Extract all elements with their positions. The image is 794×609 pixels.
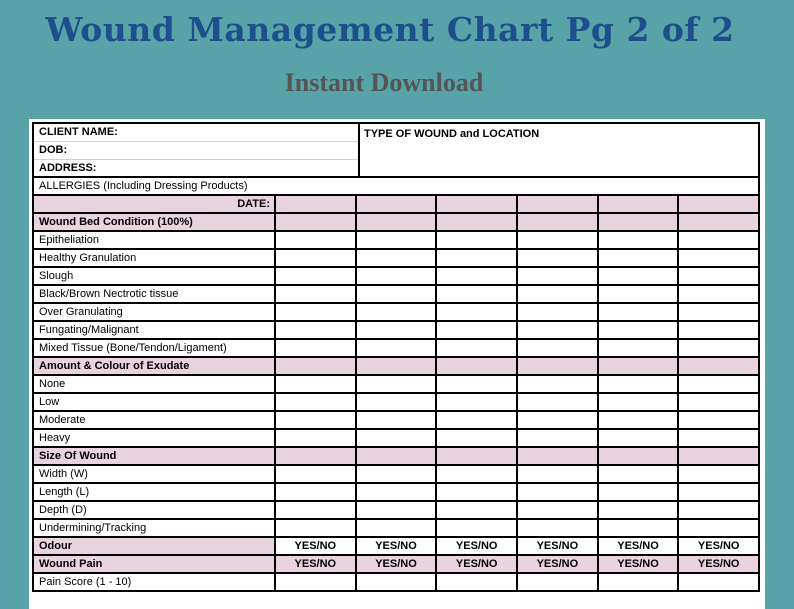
entry-cell[interactable] xyxy=(679,448,760,464)
entry-cell[interactable] xyxy=(518,448,599,464)
date-cell[interactable] xyxy=(679,196,760,212)
entry-cell[interactable] xyxy=(679,358,760,374)
entry-cell[interactable] xyxy=(518,466,599,482)
entry-cell[interactable] xyxy=(518,502,599,518)
entry-cell[interactable] xyxy=(437,502,518,518)
table-row xyxy=(34,232,760,250)
entry-cell[interactable] xyxy=(357,268,438,284)
entry-cell[interactable] xyxy=(437,448,518,464)
entry-cell[interactable] xyxy=(599,574,680,590)
entry-cell[interactable] xyxy=(437,520,518,536)
row-label: Undermining/Tracking xyxy=(34,520,276,536)
entry-cell[interactable] xyxy=(437,394,518,410)
row-label: None xyxy=(34,376,276,392)
entry-cell[interactable] xyxy=(518,430,599,446)
entry-cell[interactable] xyxy=(599,412,680,428)
entry-cell[interactable] xyxy=(679,286,760,302)
row-label: Slough xyxy=(34,268,276,284)
entry-cell[interactable] xyxy=(357,232,438,248)
entry-cell[interactable]: YES/NO xyxy=(599,538,680,554)
date-row xyxy=(34,196,760,214)
entry-cell[interactable] xyxy=(276,376,357,392)
row-label: Over Granulating xyxy=(34,304,276,320)
table-row xyxy=(34,484,760,502)
entry-cell[interactable] xyxy=(599,214,680,230)
entry-cell[interactable] xyxy=(437,466,518,482)
entry-cell[interactable] xyxy=(518,376,599,392)
entry-cell[interactable] xyxy=(679,376,760,392)
date-cell[interactable] xyxy=(599,196,680,212)
entry-cell[interactable] xyxy=(679,574,760,590)
entry-cell[interactable]: YES/NO xyxy=(599,556,680,572)
row-label: Depth (D) xyxy=(34,502,276,518)
table-row xyxy=(34,520,760,538)
entry-cell[interactable] xyxy=(679,322,760,338)
entry-cell[interactable] xyxy=(357,520,438,536)
entry-cell[interactable] xyxy=(357,448,438,464)
entry-cell[interactable] xyxy=(518,574,599,590)
entry-cell[interactable] xyxy=(437,376,518,392)
row-label: Epitheliation xyxy=(34,232,276,248)
entry-cell[interactable] xyxy=(357,358,438,374)
entry-cell[interactable] xyxy=(276,304,357,320)
entry-cell[interactable] xyxy=(518,358,599,374)
wound-chart-table xyxy=(32,122,760,592)
entry-cell[interactable] xyxy=(437,412,518,428)
table-row xyxy=(34,574,760,592)
entry-cell[interactable] xyxy=(276,322,357,338)
entry-cell[interactable]: YES/NO xyxy=(357,556,438,572)
entry-cell[interactable] xyxy=(276,286,357,302)
entry-cell[interactable] xyxy=(518,484,599,500)
entry-cell[interactable] xyxy=(276,412,357,428)
table-row xyxy=(34,556,760,574)
section-heading: Wound Bed Condition (100%) xyxy=(34,214,276,230)
entry-cell[interactable] xyxy=(437,340,518,356)
entry-cell[interactable] xyxy=(437,430,518,446)
table-row xyxy=(34,322,760,340)
section-row xyxy=(34,358,760,376)
entry-cell[interactable] xyxy=(276,340,357,356)
entry-cell[interactable] xyxy=(518,250,599,266)
date-cell[interactable] xyxy=(437,196,518,212)
entry-cell[interactable] xyxy=(437,574,518,590)
entry-cell[interactable] xyxy=(276,520,357,536)
entry-cell[interactable] xyxy=(276,268,357,284)
entry-cell[interactable] xyxy=(518,520,599,536)
entry-cell[interactable] xyxy=(679,232,760,248)
entry-cell[interactable] xyxy=(599,520,680,536)
entry-cell[interactable] xyxy=(357,286,438,302)
entry-cell[interactable] xyxy=(276,232,357,248)
row-label: Wound Pain xyxy=(34,556,276,572)
entry-cell[interactable] xyxy=(357,394,438,410)
entry-cell[interactable] xyxy=(276,250,357,266)
entry-cell[interactable] xyxy=(437,484,518,500)
table-row xyxy=(34,466,760,484)
entry-cell[interactable] xyxy=(679,430,760,446)
page-title: Wound Management Chart Pg 2 of 2 xyxy=(45,10,735,49)
entry-cell[interactable] xyxy=(679,412,760,428)
table-row xyxy=(34,502,760,520)
section-row xyxy=(34,214,760,232)
entry-cell[interactable] xyxy=(679,214,760,230)
entry-cell[interactable] xyxy=(276,358,357,374)
entry-cell[interactable] xyxy=(276,430,357,446)
entry-cell[interactable] xyxy=(679,304,760,320)
table-row xyxy=(34,412,760,430)
entry-cell[interactable] xyxy=(357,322,438,338)
entry-cell[interactable] xyxy=(599,304,680,320)
entry-cell[interactable] xyxy=(599,502,680,518)
table-row xyxy=(34,250,760,268)
table-row xyxy=(34,268,760,286)
entry-cell[interactable] xyxy=(599,322,680,338)
entry-cell[interactable] xyxy=(518,394,599,410)
date-label: DATE: xyxy=(34,196,276,212)
entry-cell[interactable] xyxy=(518,304,599,320)
entry-cell[interactable] xyxy=(357,502,438,518)
entry-cell[interactable]: YES/NO xyxy=(679,556,760,572)
table-row xyxy=(34,430,760,448)
entry-cell[interactable] xyxy=(437,268,518,284)
row-label: Length (L) xyxy=(34,484,276,500)
entry-cell[interactable] xyxy=(437,358,518,374)
entry-cell[interactable] xyxy=(518,322,599,338)
entry-cell[interactable] xyxy=(599,430,680,446)
entry-cell[interactable] xyxy=(599,268,680,284)
entry-cell[interactable]: YES/NO xyxy=(357,538,438,554)
section-heading: Amount & Colour of Exudate xyxy=(34,358,276,374)
entry-cell[interactable] xyxy=(357,466,438,482)
table-row xyxy=(34,394,760,412)
entry-cell[interactable] xyxy=(518,412,599,428)
dob-field[interactable]: DOB: xyxy=(34,142,358,160)
entry-cell[interactable] xyxy=(599,484,680,500)
entry-cell[interactable] xyxy=(437,286,518,302)
section-row xyxy=(34,448,760,466)
entry-cell[interactable] xyxy=(276,394,357,410)
address-field[interactable]: ADDRESS: xyxy=(39,162,97,174)
row-label: Fungating/Malignant xyxy=(34,322,276,338)
entry-cell[interactable] xyxy=(437,214,518,230)
entry-cell[interactable] xyxy=(437,322,518,338)
section-heading: Size Of Wound xyxy=(34,448,276,464)
entry-cell[interactable]: YES/NO xyxy=(276,556,357,572)
entry-cell[interactable]: YES/NO xyxy=(518,556,599,572)
entry-cell[interactable] xyxy=(518,286,599,302)
entry-cell[interactable] xyxy=(599,466,680,482)
entry-cell[interactable] xyxy=(276,484,357,500)
table-row xyxy=(34,286,760,304)
table-row xyxy=(34,340,760,358)
date-cell[interactable] xyxy=(357,196,438,212)
entry-cell[interactable] xyxy=(357,340,438,356)
entry-cell[interactable] xyxy=(599,394,680,410)
entry-cell[interactable] xyxy=(276,214,357,230)
entry-cell[interactable] xyxy=(437,304,518,320)
entry-cell[interactable] xyxy=(679,484,760,500)
entry-cell[interactable] xyxy=(518,232,599,248)
entry-cell[interactable] xyxy=(357,214,438,230)
entry-cell[interactable] xyxy=(437,250,518,266)
entry-cell[interactable]: YES/NO xyxy=(518,538,599,554)
entry-cell[interactable] xyxy=(276,466,357,482)
date-cell[interactable] xyxy=(276,196,357,212)
row-label: Black/Brown Nectrotic tissue xyxy=(34,286,276,302)
entry-cell[interactable] xyxy=(679,268,760,284)
entry-cell[interactable] xyxy=(437,232,518,248)
table-row xyxy=(34,538,760,556)
date-cell[interactable] xyxy=(518,196,599,212)
page-subtitle: Instant Download xyxy=(284,68,484,97)
entry-cell[interactable] xyxy=(276,502,357,518)
entry-cell[interactable] xyxy=(518,340,599,356)
entry-cell[interactable] xyxy=(276,448,357,464)
row-label: Width (W) xyxy=(34,466,276,482)
row-label: Pain Score (1 - 10) xyxy=(34,574,276,590)
row-label: Healthy Granulation xyxy=(34,250,276,266)
entry-cell[interactable]: YES/NO xyxy=(679,538,760,554)
allergies-label: ALLERGIES (Including Dressing Products) xyxy=(39,180,248,192)
table-row xyxy=(34,304,760,322)
entry-cell[interactable] xyxy=(357,376,438,392)
row-label: Low xyxy=(34,394,276,410)
entry-cell[interactable] xyxy=(679,466,760,482)
entry-cell[interactable] xyxy=(679,394,760,410)
entry-cell[interactable] xyxy=(679,520,760,536)
entry-cell[interactable]: YES/NO xyxy=(437,556,518,572)
entry-cell[interactable] xyxy=(357,430,438,446)
entry-cell[interactable] xyxy=(679,250,760,266)
entry-cell[interactable] xyxy=(679,340,760,356)
entry-cell[interactable] xyxy=(357,412,438,428)
entry-cell[interactable] xyxy=(357,484,438,500)
entry-cell[interactable] xyxy=(357,250,438,266)
chart-header xyxy=(34,124,760,178)
wound-type-field[interactable]: TYPE OF WOUND and LOCATION xyxy=(364,128,540,140)
row-label: Odour xyxy=(34,538,276,554)
entry-cell[interactable] xyxy=(518,214,599,230)
client-details xyxy=(34,124,360,176)
client-name-field[interactable]: CLIENT NAME: xyxy=(34,124,358,142)
entry-cell[interactable] xyxy=(679,502,760,518)
entry-cell[interactable]: YES/NO xyxy=(437,538,518,554)
entry-cell[interactable] xyxy=(276,574,357,590)
entry-cell[interactable] xyxy=(357,574,438,590)
entry-cell[interactable] xyxy=(599,448,680,464)
entry-cell[interactable] xyxy=(518,268,599,284)
table-row xyxy=(34,376,760,394)
chart-sheet xyxy=(29,119,765,609)
entry-cell[interactable]: YES/NO xyxy=(276,538,357,554)
row-label: Heavy xyxy=(34,430,276,446)
entry-cell[interactable] xyxy=(599,340,680,356)
row-label: Moderate xyxy=(34,412,276,428)
allergies-row[interactable] xyxy=(34,178,760,196)
entry-cell[interactable] xyxy=(599,232,680,248)
entry-cell[interactable] xyxy=(357,304,438,320)
entry-cell[interactable] xyxy=(599,250,680,266)
entry-cell[interactable] xyxy=(599,376,680,392)
row-label: Mixed Tissue (Bone/Tendon/Ligament) xyxy=(34,340,276,356)
entry-cell[interactable] xyxy=(599,358,680,374)
entry-cell[interactable] xyxy=(599,286,680,302)
